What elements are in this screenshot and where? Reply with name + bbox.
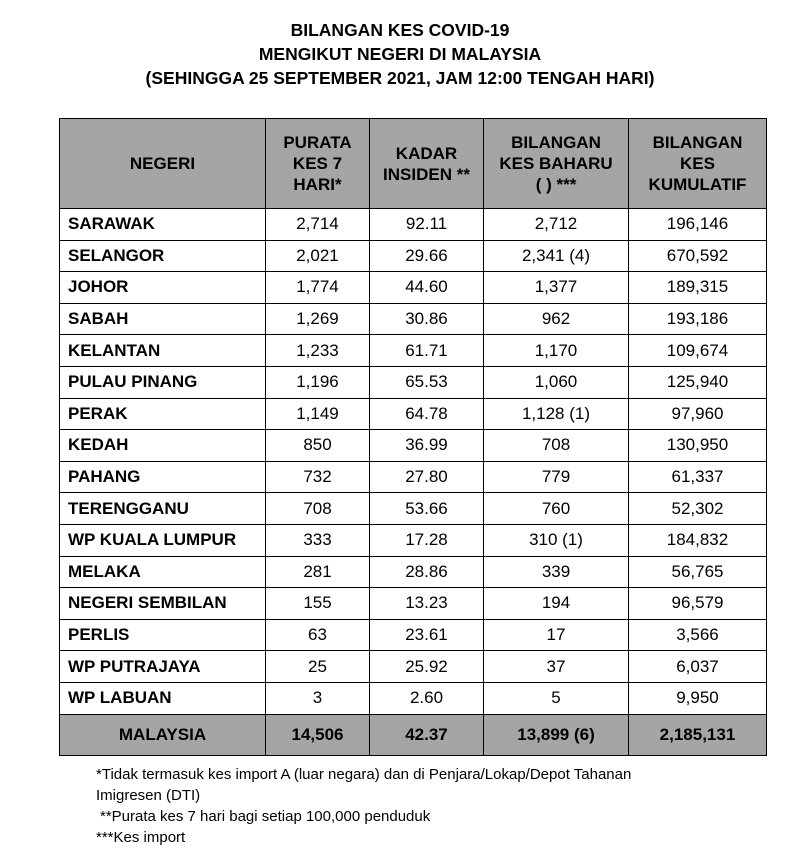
footnotes [96,764,736,848]
state-name-cell: WP PUTRAJAYA [60,651,266,683]
table-row [60,209,767,241]
table-row [60,240,767,272]
header-line: BILANGAN [652,133,743,152]
title-line-1: BILANGAN KES COVID-19 [290,20,510,40]
new-cases-cell: 310 (1) [484,524,629,556]
state-name-cell: KEDAH [60,430,266,462]
table-row [60,303,767,335]
incidence-rate-cell: 65.53 [370,366,484,398]
incidence-rate-cell: 64.78 [370,398,484,430]
header-line: KADAR [395,143,458,163]
table-body [60,209,767,715]
avg-7day-cell: 3 [266,682,370,714]
footnote-incidence-rate: **Purata kes 7 hari bagi setiap 100,000 penduduk [100,808,431,825]
incidence-rate-cell: 13.23 [370,588,484,620]
cumulative-cases-cell: 196,146 [629,209,767,241]
cumulative-cases-cell: 670,592 [629,240,767,272]
header-line: KUMULATIF [648,175,747,194]
table-row [60,398,767,430]
header-line: KES [680,154,715,173]
cumulative-cases-cell: 184,832 [629,524,767,556]
new-cases-cell: 760 [484,493,629,525]
state-name-cell: JOHOR [60,272,266,304]
cumulative-cases-cell: 96,579 [629,588,767,620]
header-state [60,119,266,209]
total-label-cell: MALAYSIA [60,714,266,755]
avg-7day-cell: 155 [266,588,370,620]
covid-cases-table [59,118,767,756]
new-cases-cell: 1,128 (1) [484,398,629,430]
cumulative-cases-cell: 109,674 [629,335,767,367]
table-row [60,588,767,620]
avg-7day-cell: 2,714 [266,209,370,241]
cumulative-cases-cell: 3,566 [629,619,767,651]
footnote-imported-cases: ***Kes import [96,829,186,846]
avg-7day-cell: 2,021 [266,240,370,272]
new-cases-cell: 2,712 [484,209,629,241]
incidence-rate-cell: 61.71 [370,335,484,367]
header-line: HARI* [293,175,342,194]
avg-7day-cell: 708 [266,493,370,525]
incidence-rate-cell: 2.60 [370,682,484,714]
incidence-rate-cell: 29.66 [370,240,484,272]
table-row [60,272,767,304]
new-cases-cell: 1,377 [484,272,629,304]
state-name-cell: KELANTAN [60,335,266,367]
avg-7day-cell: 732 [266,461,370,493]
incidence-rate-cell: 53.66 [370,493,484,525]
cumulative-cases-cell: 6,037 [629,651,767,683]
state-name-cell: MELAKA [60,556,266,588]
incidence-rate-cell: 28.86 [370,556,484,588]
avg-7day-cell: 25 [266,651,370,683]
table-row [60,366,767,398]
new-cases-cell: 1,170 [484,335,629,367]
cumulative-cases-cell: 125,940 [629,366,767,398]
state-name-cell: SARAWAK [60,209,266,241]
cumulative-cases-cell: 193,186 [629,303,767,335]
incidence-rate-cell: 27.80 [370,461,484,493]
title-line-2: MENGIKUT NEGERI DI MALAYSIA [258,44,542,64]
total-avg-7day-cell: 14,506 [266,714,370,755]
cumulative-cases-cell: 56,765 [629,556,767,588]
footnote-import-a-line-1: *Tidak termasuk kes import A (luar negara) dan di Penjara/Lokap/Depot Tahanan [96,766,632,783]
table-row [60,524,767,556]
title-line-3: (SEHINGGA 25 SEPTEMBER 2021, JAM 12:00 TENGAH HARI) [145,68,655,88]
incidence-rate-cell: 17.28 [370,524,484,556]
cumulative-cases-cell: 189,315 [629,272,767,304]
state-name-cell: SELANGOR [60,240,266,272]
cumulative-cases-cell: 61,337 [629,461,767,493]
table-row [60,335,767,367]
avg-7day-cell: 281 [266,556,370,588]
avg-7day-cell: 1,269 [266,303,370,335]
new-cases-cell: 37 [484,651,629,683]
avg-7day-cell: 1,774 [266,272,370,304]
new-cases-cell: 962 [484,303,629,335]
incidence-rate-cell: 92.11 [370,209,484,241]
state-name-cell: WP LABUAN [60,682,266,714]
total-incidence-rate-cell: 42.37 [370,714,484,755]
header-line: INSIDEN ** [383,164,470,184]
new-cases-cell: 5 [484,682,629,714]
incidence-rate-cell: 30.86 [370,303,484,335]
state-name-cell: PAHANG [60,461,266,493]
header-7day-average [266,119,370,209]
footnote-import-a-line-2: Imigresen (DTI) [96,787,201,804]
new-cases-cell: 17 [484,619,629,651]
new-cases-cell: 1,060 [484,366,629,398]
table-row [60,651,767,683]
cumulative-cases-cell: 97,960 [629,398,767,430]
total-new-cases-cell: 13,899 (6) [484,714,629,755]
header-line: ( ) *** [535,175,577,194]
state-name-cell: NEGERI SEMBILAN [60,588,266,620]
avg-7day-cell: 1,233 [266,335,370,367]
state-name-cell: TERENGGANU [60,493,266,525]
avg-7day-cell: 63 [266,619,370,651]
avg-7day-cell: 850 [266,430,370,462]
state-name-cell: PERLIS [60,619,266,651]
avg-7day-cell: 333 [266,524,370,556]
table-row [60,461,767,493]
avg-7day-cell: 1,149 [266,398,370,430]
header-cumulative-cases [629,119,767,209]
header-line: PURATA [283,133,352,152]
table-row [60,682,767,714]
avg-7day-cell: 1,196 [266,366,370,398]
state-name-cell: WP KUALA LUMPUR [60,524,266,556]
total-cumulative-cases-cell: 2,185,131 [629,714,767,755]
document-title [0,18,800,90]
new-cases-cell: 708 [484,430,629,462]
cumulative-cases-cell: 52,302 [629,493,767,525]
header-line: KES 7 [292,154,343,173]
new-cases-cell: 339 [484,556,629,588]
header-line: NEGERI [129,154,196,173]
state-name-cell: PULAU PINANG [60,366,266,398]
header-line: BILANGAN [511,133,601,152]
new-cases-cell: 194 [484,588,629,620]
incidence-rate-cell: 36.99 [370,430,484,462]
header-line: KES BAHARU [499,154,613,173]
table-row [60,556,767,588]
state-name-cell: SABAH [60,303,266,335]
new-cases-cell: 2,341 (4) [484,240,629,272]
incidence-rate-cell: 44.60 [370,272,484,304]
cumulative-cases-cell: 9,950 [629,682,767,714]
header-incidence-rate [370,119,484,209]
table-row [60,493,767,525]
state-name-cell: PERAK [60,398,266,430]
table-header-row [60,119,767,209]
incidence-rate-cell: 23.61 [370,619,484,651]
total-row [60,714,767,755]
table-row [60,430,767,462]
header-new-cases [484,119,629,209]
table-row [60,619,767,651]
cumulative-cases-cell: 130,950 [629,430,767,462]
new-cases-cell: 779 [484,461,629,493]
incidence-rate-cell: 25.92 [370,651,484,683]
